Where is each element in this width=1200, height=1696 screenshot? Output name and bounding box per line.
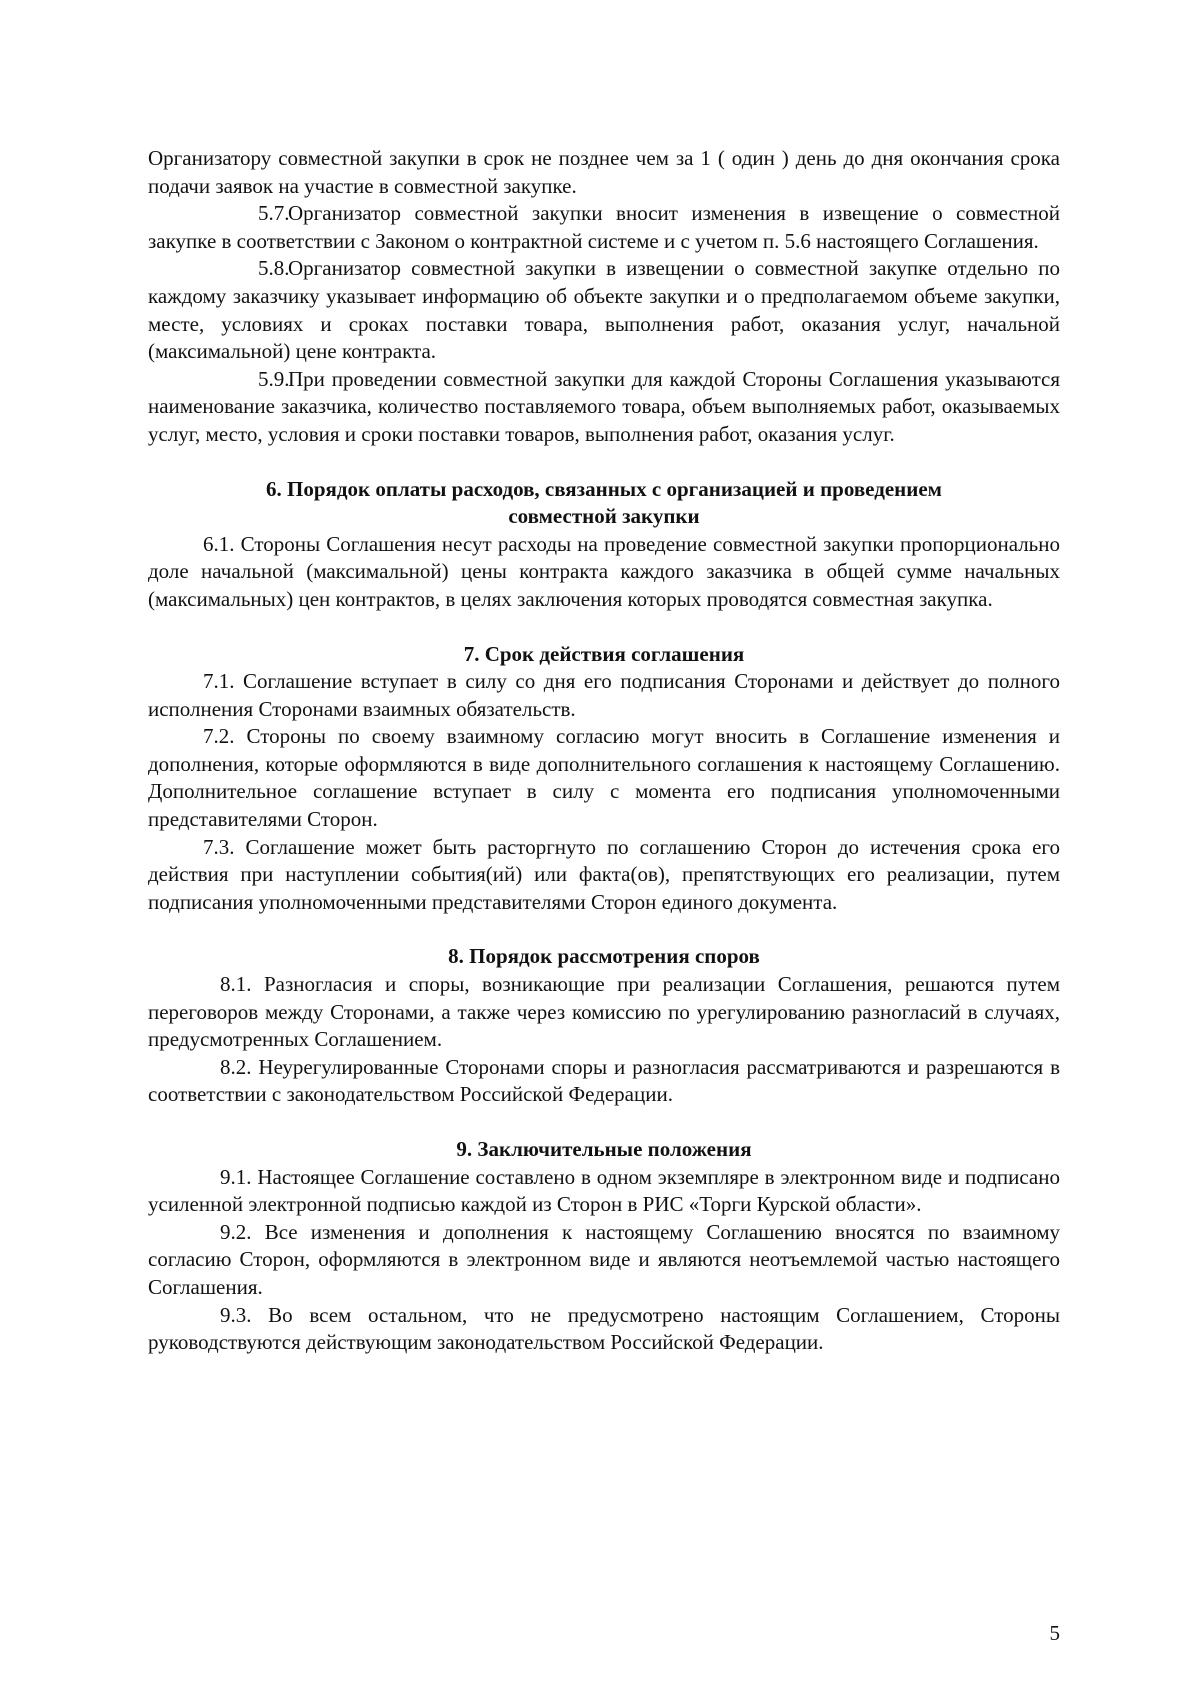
paragraph-5-7 xyxy=(148,200,1060,255)
paragraph-7-2: 7.2. Стороны по своему взаимному согласию могут вносить в Соглашение изменения и дополнения, которые оформляются в виде дополнительного соглашения к настоящему Соглашению. Дополнительное соглашение вступает в силу с момента его подписания уполномоченными представителями Сторон. xyxy=(148,724,1060,832)
paragraph-9-2: 9.2. Все изменения и дополнения к настоящему Соглашению вносятся по взаимному согласию Сторон, оформляются в электронном виде и являются неотъемлемой частью настоящего Соглашения. xyxy=(148,1219,1060,1299)
clause-number: 5.9. xyxy=(258,366,290,391)
paragraph-5-6-continuation: Организатору совместной закупки в срок не позднее чем за 1 ( один ) день до дня окончания срока подачи заявок на участие в совместной закупке. xyxy=(148,146,1060,198)
paragraph-6-1: 6.1. Стороны Соглашения несут расходы на проведение совместной закупки пропорционально доле начальной (максимальной) цены контракта каждого заказчика в общей сумме начальных (максимальных) цен контрактов, в целях заключения которых проводятся совместная закупка. xyxy=(148,531,1060,611)
paragraph-8-1: 8.1. Разногласия и споры, возникающие при реализации Соглашения, решаются путем переговоров между Сторонами, а также через комиссию по урегулированию разногласий в случаях, предусмотренных Соглашением. xyxy=(148,972,1060,1052)
paragraph-7-1: 7.1. Соглашение вступает в силу со дня его подписания Сторонами и действует до полного исполнения Сторонами взаимных обязательств. xyxy=(148,669,1060,721)
clause-number: 5.7. xyxy=(258,201,290,226)
page-number: 5 xyxy=(1049,1621,1060,1645)
clause-text: Организатор совместной закупки вносит изменения в извещение о совместной закупке в соответствии с Законом о контрактной системе и с учетом п. 5.6 настоящего Соглашения. xyxy=(148,201,1060,253)
section-8-heading: 8. Порядок рассмотрения споров xyxy=(448,944,760,969)
section-6-heading: 6. Порядок оплаты расходов, связанных с организацией и проведением xyxy=(266,476,942,501)
paragraph-8-2: 8.2. Неурегулированные Сторонами споры и разногласия рассматриваются и разрешаются в соответствии с законодательством Российской Федерации. xyxy=(148,1054,1060,1107)
section-9-heading: 9. Заключительные положения xyxy=(456,1137,752,1161)
clause-number: 5.8. xyxy=(258,256,290,281)
paragraph-5-8 xyxy=(148,255,1060,365)
clause-text: При проведении совместной закупки для каждой Стороны Соглашения указываются наименование заказчика, количество поставляемого товара, объем выполняемых работ, оказываемых услуг, место, условия и сроки поставки товаров, выполнения работ, оказания услуг. xyxy=(148,366,1060,446)
section-6-heading-line2: совместной закупки xyxy=(508,504,700,529)
paragraph-5-9 xyxy=(148,366,1060,449)
document-body xyxy=(148,145,1060,1357)
clause-text: Организатор совместной закупки в извещении о совместной закупке отдельно по каждому заказчику указывает информацию об объекте закупки и о предполагаемом объеме закупки, месте, условиях и сроках поставки товара, выполнения работ, оказания услуг, начальной (максимальной) цене контракта. xyxy=(148,256,1060,364)
paragraph-9-1: 9.1. Настоящее Соглашение составлено в одном экземпляре в электронном виде и подписано усиленной электронной подписью каждой из Сторон в РИС «Торги Курской области». xyxy=(148,1164,1060,1217)
section-7-heading: 7. Срок действия соглашения xyxy=(463,641,745,666)
paragraph-7-3: 7.3. Соглашение может быть расторгнуто по соглашению Сторон до истечения срока его действия при наступлении события(ий) или факта(ов), препятствующих его реализации, путем подписания уполномоченными представителями Сторон единого документа. xyxy=(148,834,1060,914)
paragraph-9-3: 9.3. Во всем остальном, что не предусмотрено настоящим Соглашением, Стороны руководствуются действующим законодательством Российской Федерации. xyxy=(148,1302,1060,1355)
